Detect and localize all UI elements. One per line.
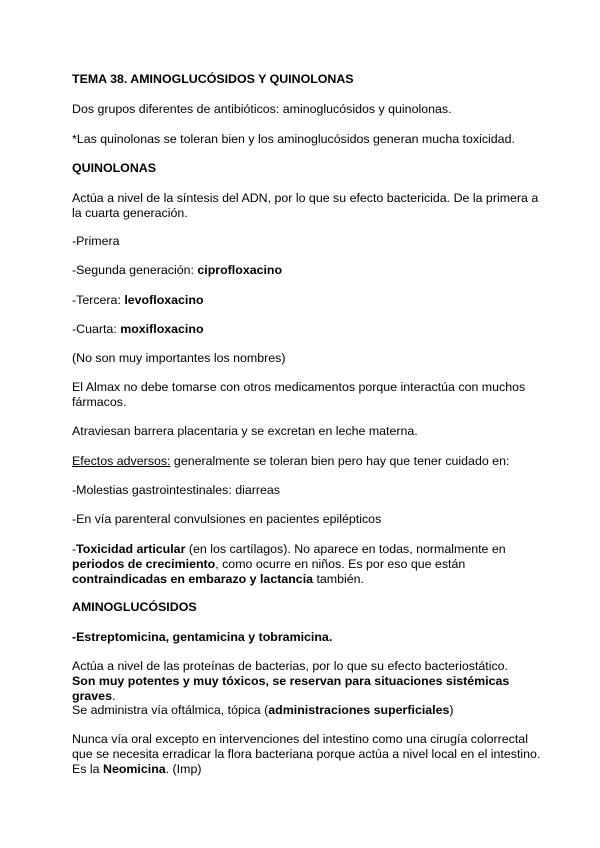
names-note: (No son muy importantes los nombres) [72, 351, 286, 365]
aminoglucosidos-mechanism: Actúa a nivel de las proteínas de bacterias, por lo que su efecto bacteriostático. Son muy potentes y muy tóxicos, se reservan para situaciones sistémicas graves. [72, 659, 510, 703]
administration-route: Se administra vía oftálmica, tópica (administraciones superficiales) [72, 703, 454, 717]
generation-3: -Tercera: levofloxacino [72, 293, 204, 307]
gi-effects: -Molestias gastrointestinales: diarreas [72, 483, 280, 497]
note-paragraph: *Las quinolonas se toleran bien y los aminoglucósidos generan mucha toxicidad. [72, 132, 515, 146]
almax-paragraph: El Almax no debe tomarse con otros medicamentos porque interactúa con muchos fármacos. [72, 380, 526, 409]
convulsions-effects: -En vía parenteral convulsiones en pacientes epilépticos [72, 512, 382, 526]
aminoglucosidos-heading: AMINOGLUCÓSIDOS [72, 600, 197, 614]
articular-toxicity: -Toxicidad articular (en los cartílagos). No aparece en todas, normalmente en periodos de crecimiento, como ocurre en niños. Es por eso que están contraindicadas en embarazo y lactancia también. [72, 542, 506, 586]
document-title: TEMA 38. AMINOGLUCÓSIDOS Y QUINOLONAS [72, 72, 354, 86]
generation-1: -Primera [72, 234, 120, 248]
intro-paragraph: Dos grupos diferentes de antibióticos: aminoglucósidos y quinolonas. [72, 102, 452, 116]
generation-4: -Cuarta: moxifloxacino [72, 322, 204, 336]
quinolonas-heading: QUINOLONAS [72, 161, 156, 175]
aminoglucosidos-drugs: -Estreptomicina, gentamicina y tobramicina. [72, 630, 333, 644]
generation-2: -Segunda generación: ciprofloxacino [72, 263, 283, 277]
oral-route: Nunca vía oral excepto en intervenciones del intestino como una cirugía colorrectal que se necesita erradicar la flora bacteriana porque actúa a nivel local en el intestino. Es la Neomicina. (Imp) [72, 732, 541, 776]
adverse-effects: Efectos adversos: generalmente se toleran bien pero hay que tener cuidado en: [72, 454, 510, 468]
quinolonas-mechanism: Actúa a nivel de la síntesis del ADN, por lo que su efecto bactericida. De la primera a la cuarta generación. [72, 191, 539, 220]
placenta-paragraph: Atraviesan barrera placentaria y se excretan en leche materna. [72, 424, 418, 438]
